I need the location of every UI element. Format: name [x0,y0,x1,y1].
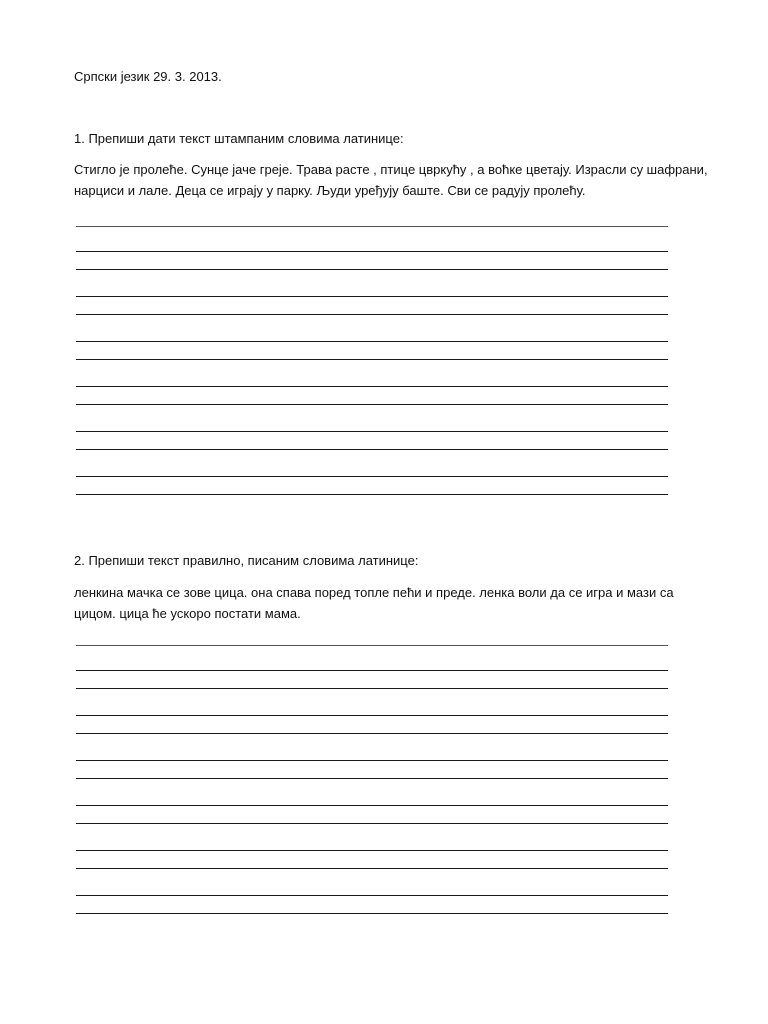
task1-title: 1. Препиши дати текст штампаним словима латинице: [74,131,404,146]
writing-line [76,760,668,761]
writing-line [76,431,668,432]
writing-line [76,895,668,896]
writing-line [76,314,668,315]
writing-line [76,296,668,297]
writing-line [76,733,668,734]
writing-line [76,476,668,477]
writing-line [76,404,668,405]
writing-line [76,778,668,779]
writing-line [76,688,668,689]
writing-line [76,850,668,851]
writing-line [76,715,668,716]
task1-text [74,159,708,201]
writing-line [76,359,668,360]
writing-line [76,449,668,450]
writing-line [76,868,668,869]
task2-text [74,582,674,624]
writing-line [76,805,668,806]
worksheet-date-heading: Српски језик 29. 3. 2013. [74,69,222,84]
writing-line [76,269,668,270]
writing-line [76,670,668,671]
writing-line [76,386,668,387]
task2-text-line: ленкина мачка се зове цица. она спава поред топле пећи и преде. ленка воли да се игра и мази са [74,585,674,600]
writing-line [76,645,668,646]
task2-text-line: цицом. цица ће ускоро постати мама. [74,606,301,621]
writing-line [76,913,668,914]
writing-line [76,226,668,227]
task2-title: 2. Препиши текст правилно, писаним словима латинице: [74,553,419,568]
writing-line [76,251,668,252]
writing-line [76,494,668,495]
task1-text-line: нарциси и лале. Деца се играју у парку. Људи уређују баште. Сви се радују пролећу. [74,183,586,198]
writing-line [76,341,668,342]
task1-text-line: Стигло је пролеће. Сунце јаче греје. Трава расте , птице цвркућу , а воћке цветају. Израсли су шафрани, [74,162,708,177]
writing-line [76,823,668,824]
